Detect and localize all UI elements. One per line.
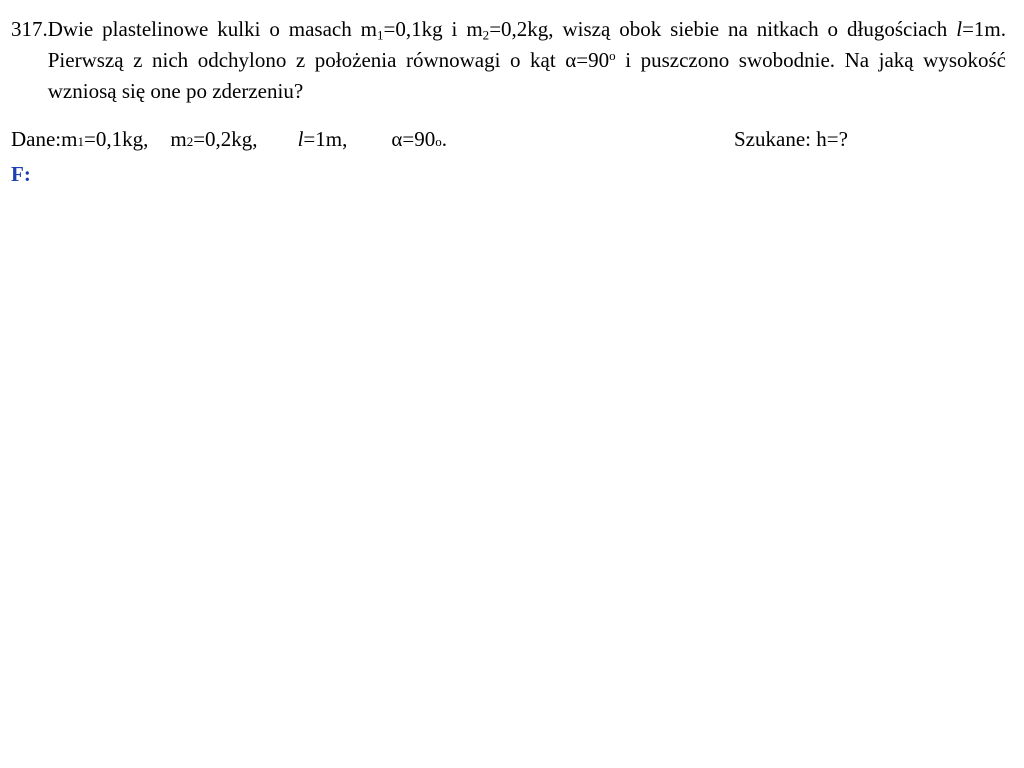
problem-text-part6: i puszczono swobodnie. Na jaką wysokość wzniosą się one po zderzeniu? — [47, 48, 1006, 103]
given-data-row: Dane: m 1 =0,1kg, m 2 =0,2kg, l =1m, α =90 o . Szukane: h=? — [11, 124, 1006, 155]
given-l-value: =1m, — [303, 127, 348, 151]
problem-statement — [11, 14, 1006, 107]
problem-length-symbol: l — [956, 17, 963, 41]
problem-m2-subscript: 2 — [482, 27, 490, 43]
given-m2-value: =0,2kg, — [193, 127, 258, 151]
given-m1-symbol: m — [61, 127, 78, 151]
problem-text-part1: Dwie plastelinowe kulki o masach m — [47, 17, 378, 41]
given-alpha-symbol: α — [391, 127, 403, 151]
problem-m1-subscript: 1 — [377, 27, 384, 43]
problem-text-part3: =0,2kg, wiszą obok siebie na nitkach o długościach — [489, 17, 957, 41]
problem-text-part5: =90 — [576, 48, 610, 72]
given-l-symbol: l — [297, 127, 304, 151]
problem-text — [48, 14, 1006, 107]
given-alpha-value: =90 — [402, 127, 436, 151]
given-label: Dane: — [11, 127, 62, 151]
problem-alpha-symbol: α — [565, 48, 577, 72]
problem-degree-superscript: o — [609, 47, 616, 63]
wanted-quantity: Szukane: h=? — [734, 127, 848, 151]
problem-number: 317. — [11, 17, 48, 41]
problem-text-part4: =1m. Pierwszą z nich odchylono z położenia równowagi o kąt — [47, 17, 1007, 72]
given-m2-symbol: m — [170, 127, 187, 151]
formulas-label: F: — [11, 162, 31, 186]
given-alpha-end: . — [441, 127, 447, 151]
given-m1-value: =0,1kg, — [84, 127, 149, 151]
problem-text-part2: =0,1kg i m — [383, 17, 483, 41]
